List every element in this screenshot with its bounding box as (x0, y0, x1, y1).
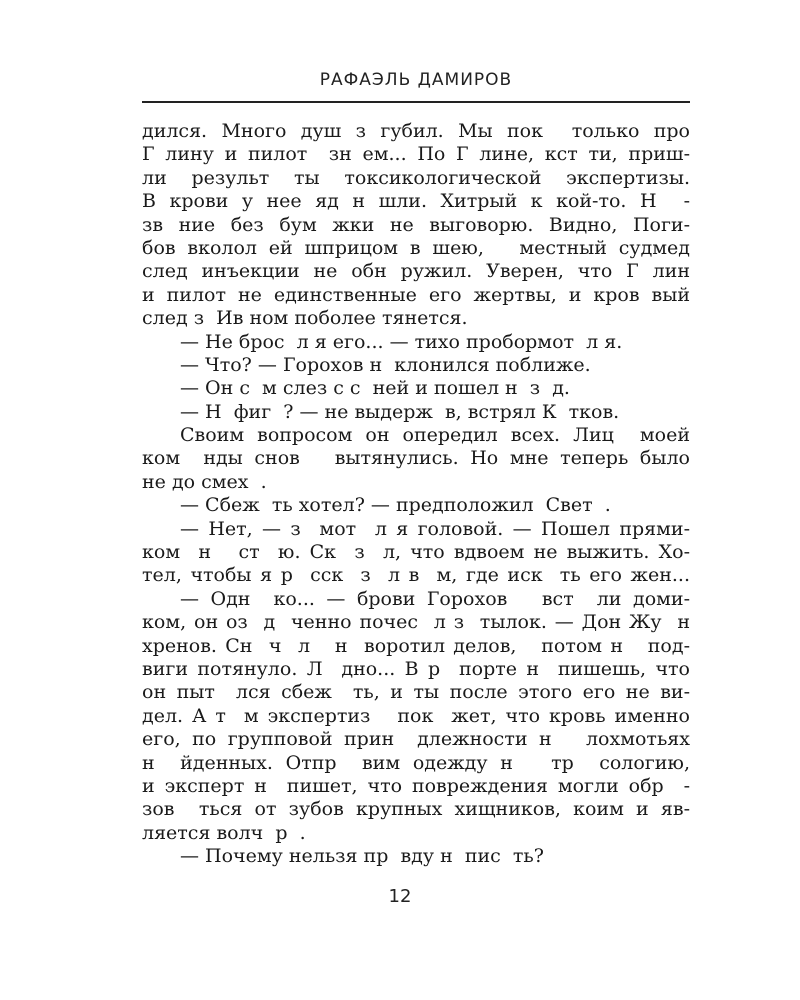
text-line: след з Ив ном поболее тянется. (142, 307, 468, 330)
text-line: — Что? — Горохов н клонился поближе. (180, 353, 591, 376)
running-head-title: РАФАЭЛЬ ДАМИРОВ (319, 70, 513, 90)
text-line: — Н фиг ? — не выдерж в, встрял К тков. (180, 400, 620, 423)
text-line: — Нет, — з мот л я головой. — Пошел прями- (180, 517, 690, 540)
header-rule (142, 101, 690, 103)
page-number: 12 (388, 886, 412, 907)
text-line: н йденных. Отпр вим одежду н тр сологию, (142, 751, 690, 774)
text-line: и пилот не единственные его жертвы, и кров вый (142, 283, 690, 306)
text-line: ли результ ты токсикологической экспертизы. (142, 166, 690, 189)
text-line: Своим вопросом он опередил всех. Лиц моей (180, 424, 690, 447)
text-line: — Он с м слез с с ней и пошел н з д. (180, 377, 570, 400)
text-line: виги потянуло. Л дно... В р порте н пишешь, что (142, 657, 690, 680)
text-line: дился. Много душ з губил. Мы пок только про (142, 120, 690, 142)
text-line: ляется волч р . (142, 821, 306, 844)
text-line: хренов. Сн ч л н воротил делов, потом н под- (142, 634, 690, 657)
text-line: ком н ст ю. Ск з л, что вдвоем не выжить. Хо- (142, 541, 690, 564)
text-line: дел. А т м экспертиз пок жет, что кровь именно (142, 704, 690, 727)
text-line: и эксперт н пишет, что повреждения могли обр - (142, 774, 690, 797)
text-line: В крови у нее яд н шли. Хитрый к кой-то. Н - (142, 190, 690, 213)
text-line: зв ние без бум жки не выговорю. Видно, Поги- (142, 213, 690, 236)
text-line: тел, чтобы я р сск з л в м, где иск ть его жен... (142, 564, 690, 587)
text-line: — Почему нельзя пр вду н пис ть? (180, 845, 544, 868)
text-line: бов вколол ей шприцом в шею, местный судмед (142, 236, 690, 259)
text-line: он пыт лся сбеж ть, и ты после этого его не ви- (142, 681, 690, 704)
text-line: Г лину и пилот зн ем... По Г лине, кст ти, приш- (142, 143, 690, 166)
text-line: зов ться от зубов крупных хищников, коим и яв- (142, 798, 690, 821)
text-line: — Одн ко... — брови Горохов вст ли доми- (180, 587, 690, 610)
text-line: ком, он оз д ченно почес л з тылок. — Дон Жу н (142, 611, 690, 634)
text-line: — Сбеж ть хотел? — предположил Свет . (180, 494, 611, 517)
text-line: след инъекции не обн ружил. Уверен, что Г лин (142, 260, 690, 283)
text-line: его, по групповой прин длежности н лохмотьях (142, 728, 690, 751)
text-line: — Не брос л я его... — тихо пробормот л я. (180, 330, 623, 353)
text-line: ком нды снов вытянулись. Но мне теперь было (142, 447, 690, 470)
text-line: не до смех . (142, 470, 267, 493)
body-text (142, 120, 690, 869)
